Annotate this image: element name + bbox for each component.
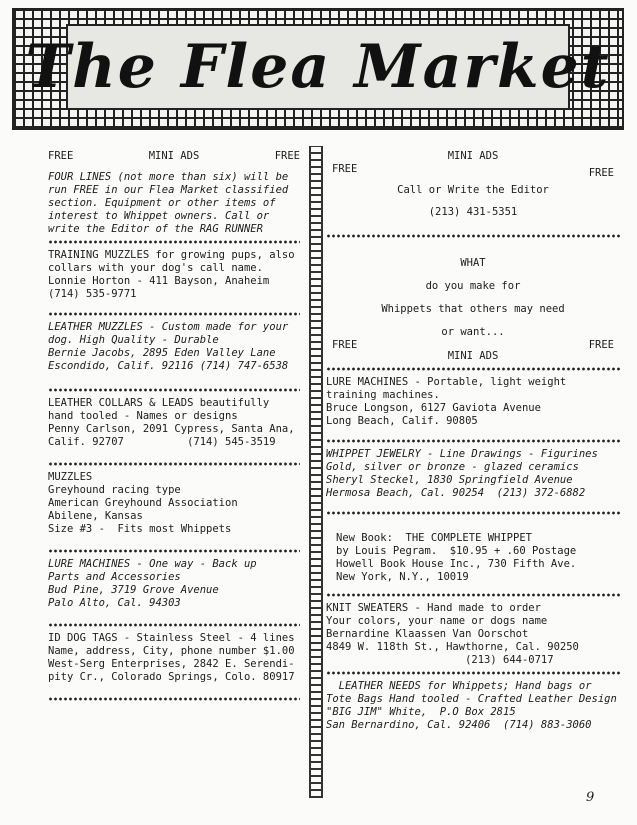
- star-divider: [48, 461, 300, 467]
- star-divider: [326, 670, 620, 676]
- page-number: 9: [586, 790, 595, 805]
- star-divider: [326, 438, 620, 444]
- intro-line: section. Equipment or other items of: [48, 197, 276, 209]
- ad-line: hand tooled - Names or designs: [48, 410, 238, 422]
- intro-notice: [48, 171, 300, 236]
- ad-line: Palo Alto, Cal. 94303: [48, 597, 181, 609]
- what-line: do you make for: [425, 280, 521, 292]
- column-divider: [309, 146, 323, 798]
- banner-title-panel: [25, 24, 611, 110]
- mini-ads-label: MINI ADS: [447, 150, 499, 162]
- star-divider: [48, 311, 300, 317]
- ad-line: Sheryl Steckel, 1830 Springfield Avenue: [326, 474, 573, 486]
- ad-line: Name, address, City, phone number $1.00: [48, 645, 295, 657]
- mini-ads-label: MINI ADS: [148, 150, 200, 162]
- free-label: FREE: [274, 150, 300, 162]
- ad-id-dog-tags: [48, 632, 300, 684]
- intro-line: run FREE in our Flea Market classified: [48, 184, 289, 196]
- ad-muzzles: [48, 471, 300, 536]
- ad-line: dog. High Quality - Durable: [48, 334, 219, 346]
- free-label: FREE: [588, 339, 614, 351]
- ad-line: WHIPPET JEWELRY - Line Drawings - Figurines: [326, 448, 598, 460]
- ad-line: Howell Book House Inc., 730 Fifth Ave.: [336, 558, 577, 570]
- ad-leather-muzzles: [48, 321, 300, 373]
- ad-line: Gold, silver or bronze - glazed ceramics: [326, 461, 579, 473]
- ad-line: LURE MACHINES - Portable, light weight: [326, 376, 567, 388]
- ad-training-muzzles: [48, 249, 300, 301]
- right-column: [326, 150, 620, 732]
- ad-line: ID DOG TAGS - Stainless Steel - 4 lines: [48, 632, 295, 644]
- star-divider: [48, 387, 300, 393]
- ad-line: collars with your dog's call name.: [48, 262, 263, 274]
- what-line: Whippets that others may need: [381, 303, 565, 315]
- star-divider: [48, 622, 300, 628]
- ad-line: Hermosa Beach, Cal. 90254 (213) 372-6882: [326, 487, 586, 499]
- ad-line: American Greyhound Association: [48, 497, 238, 509]
- free-label: FREE: [588, 167, 614, 179]
- what-heading: WHAT: [460, 257, 486, 269]
- ad-line: New York, N.Y., 10019: [336, 571, 469, 583]
- ad-lure-machines-portable: [326, 376, 620, 428]
- ad-line: MUZZLES: [48, 471, 93, 483]
- ad-line: New Book: THE COMPLETE WHIPPET: [336, 532, 532, 544]
- ad-leather-collars: [48, 397, 300, 449]
- ad-leather-needs: [326, 680, 620, 732]
- ad-line: "BIG JIM" White, P.O Box 2815: [326, 706, 516, 718]
- star-divider: [48, 696, 300, 702]
- ad-line: (213) 644-0717: [326, 654, 554, 666]
- intro-line: FOUR LINES (not more than six) will be: [48, 171, 289, 183]
- free-label: FREE: [332, 163, 358, 175]
- free-label: FREE: [332, 339, 358, 351]
- ad-line: pity Cr., Colorado Springs, Colo. 80917: [48, 671, 295, 683]
- ad-line: Bernardine Klaassen Van Oorschot: [326, 628, 529, 640]
- ad-line: West-Serg Enterprises, 2842 E. Serendi-: [48, 658, 295, 670]
- ad-line: LEATHER NEEDS for Whippets; Hand bags or: [326, 680, 592, 692]
- star-divider: [326, 510, 620, 516]
- ad-new-book: [326, 532, 620, 584]
- ad-line: TRAINING MUZZLES for growing pups, also: [48, 249, 295, 261]
- ad-line: LEATHER MUZZLES - Custom made for your: [48, 321, 289, 333]
- ad-line: Bruce Longson, 6127 Gaviota Avenue: [326, 402, 541, 414]
- left-header: [48, 150, 300, 163]
- ad-line: Bud Pine, 3719 Grove Avenue: [48, 584, 219, 596]
- ad-line: San Bernardino, Cal. 92406 (714) 883-3060: [326, 719, 592, 731]
- star-divider: [48, 239, 300, 245]
- ad-line: Abilene, Kansas: [48, 510, 143, 522]
- ad-line: Bernie Jacobs, 2895 Eden Valley Lane: [48, 347, 276, 359]
- ad-line: Lonnie Horton - 411 Bayson, Anaheim: [48, 275, 270, 287]
- ad-line: (714) 535-9771: [48, 288, 137, 300]
- star-divider: [48, 548, 300, 554]
- star-divider: [326, 366, 620, 372]
- ad-line: Tote Bags Hand tooled - Crafted Leather Design: [326, 693, 617, 705]
- star-divider: [326, 592, 620, 598]
- ad-line: LURE MACHINES - One way - Back up: [48, 558, 257, 570]
- ad-line: Greyhound racing type: [48, 484, 181, 496]
- ad-line: training machines.: [326, 389, 440, 401]
- ad-line: Penny Carlson, 2091 Cypress, Santa Ana,: [48, 423, 295, 435]
- mini-ads-label: MINI ADS: [447, 350, 499, 362]
- ad-line: Parts and Accessories: [48, 571, 181, 583]
- ad-whippet-jewelry: [326, 448, 620, 500]
- what-line: or want...: [441, 326, 505, 338]
- ad-lure-machines: [48, 558, 300, 610]
- ad-line: Calif. 92707 (714) 545-3519: [48, 436, 276, 448]
- star-divider: [326, 233, 620, 239]
- ad-line: Size #3 - Fits most Whippets: [48, 523, 232, 535]
- editor-phone: (213) 431-5351: [428, 206, 518, 218]
- left-column: [48, 150, 300, 706]
- banner-title: The Flea Market: [25, 32, 611, 102]
- free-label: FREE: [48, 150, 74, 162]
- ad-knit-sweaters: [326, 602, 620, 667]
- intro-line: write the Editor of the RAG RUNNER: [48, 223, 263, 235]
- ad-line: by Louis Pegram. $10.95 + .60 Postage: [336, 545, 577, 557]
- ad-line: Your colors, your name or dogs name: [326, 615, 548, 627]
- ad-line: Escondido, Calif. 92116 (714) 747-6538: [48, 360, 289, 372]
- ad-line: KNIT SWEATERS - Hand made to order: [326, 602, 541, 614]
- intro-line: interest to Whippet owners. Call or: [48, 210, 270, 222]
- flea-market-banner: [12, 8, 624, 130]
- ad-line: Long Beach, Calif. 90805: [326, 415, 478, 427]
- call-editor-line: Call or Write the Editor: [397, 184, 549, 196]
- ad-line: 4849 W. 118th St., Hawthorne, Cal. 90250: [326, 641, 579, 653]
- ad-line: LEATHER COLLARS & LEADS beautifully: [48, 397, 270, 409]
- right-free-row: [326, 163, 620, 180]
